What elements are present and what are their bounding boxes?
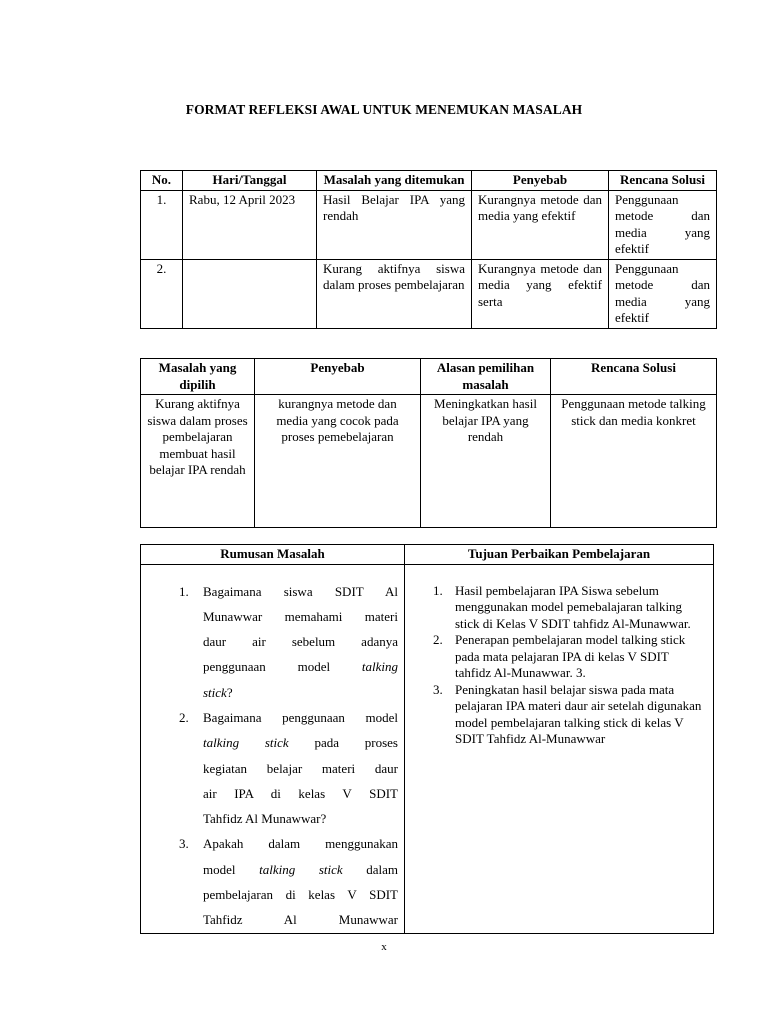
page-number: x <box>381 941 387 953</box>
list-text: Peningkatan hasil belajar siswa pada mata pelajaran IPA materi daur air setelah digunakan model pembelajaran talking stick di kelas V SDIT Tahfidz Al-Munawwar <box>455 681 702 746</box>
list-line: Bagaimana siswa SDIT Al <box>203 583 398 599</box>
objectives-list <box>433 583 703 748</box>
list-number: 1. <box>433 582 443 598</box>
col-header-reason: Alasan pemilihan masalah <box>421 359 551 395</box>
list-line: model talking stick dalam <box>203 861 399 877</box>
table-row <box>141 190 717 259</box>
table-header-row <box>141 545 714 565</box>
cell-problem: Hasil Belajar IPA yang rendah <box>317 190 472 259</box>
col-header-date: Hari/Tanggal <box>183 171 317 191</box>
list-line: stick? <box>203 684 233 700</box>
col-header-objectives: Tujuan Perbaikan Pembelajaran <box>405 545 714 565</box>
col-header-cause: Penyebab <box>255 359 421 395</box>
list-item <box>433 632 703 682</box>
list-line: daur air sebelum adanya <box>203 634 398 650</box>
cell-no: 2. <box>141 259 183 328</box>
list-text: Hasil pembelajaran IPA Siswa sebelum menggunakan model pemebalajaran talking stick di Kelas V SDIT tahfidz Al-Munawwar. <box>455 582 691 631</box>
list-line: Apakah dalam menggunakan <box>203 836 398 852</box>
list-text: Penerapan pembelajaran model talking stick pada mata pelajaran IPA di kelas V SDIT tahfidz Al-Munawwar. 3. <box>455 632 686 680</box>
cell-solution: Penggunaan metode dan media yang efektif <box>609 259 717 328</box>
problem-findings-table <box>140 170 717 329</box>
list-item <box>433 583 703 633</box>
table-row <box>141 259 717 328</box>
list-line: Tahfidz Al Munawwar? <box>203 811 327 827</box>
col-header-solution: Rencana Solusi <box>551 359 717 395</box>
col-header-formulation: Rumusan Masalah <box>141 545 405 565</box>
list-item <box>433 682 703 748</box>
table-header-row <box>141 171 717 191</box>
table-row <box>141 564 714 933</box>
list-item <box>179 831 398 932</box>
problem-formulation-table <box>140 544 714 934</box>
list-line: Tahfidz Al Munawwar <box>203 912 398 928</box>
col-header-no: No. <box>141 171 183 191</box>
cell-cause: Kurangnya metode dan media yang efektif serta <box>472 259 609 328</box>
cell-solution: Penggunaan metode dan media yang efektif <box>609 190 717 259</box>
list-number: 3. <box>179 836 189 852</box>
cell-selected-problem: Kurang aktifnya siswa dalam proses pembelajaran membuat hasil belajar IPA rendah <box>141 395 255 528</box>
list-number: 2. <box>433 632 443 647</box>
cell-solution: Penggunaan metode talking stick dan media konkret <box>551 395 717 528</box>
list-number: 3. <box>433 681 443 697</box>
cell-cause: Kurangnya metode dan media yang efektif <box>472 190 609 259</box>
cell-no: 1. <box>141 190 183 259</box>
page-title: FORMAT REFLEKSI AWAL UNTUK MENEMUKAN MASALAH <box>185 102 583 117</box>
cell-cause: kurangnya metode dan media yang cocok pada proses pemebelajaran <box>255 395 421 528</box>
list-line: kegiatan belajar materi daur <box>203 760 398 776</box>
col-header-solution: Rencana Solusi <box>609 171 717 191</box>
list-number: 2. <box>179 709 189 725</box>
formulation-list <box>179 579 398 933</box>
col-header-problem: Masalah yang ditemukan <box>317 171 472 191</box>
list-line: Munawwar memahami materi <box>203 608 398 624</box>
list-number: 1. <box>179 583 189 599</box>
list-line: penggunaan model talking <box>203 659 398 675</box>
table-header-row <box>141 359 717 395</box>
cell-reason: Meningkatkan hasil belajar IPA yang rendah <box>421 395 551 528</box>
col-header-cause: Penyebab <box>472 171 609 191</box>
cell-date: Rabu, 12 April 2023 <box>183 190 317 259</box>
col-header-selected-problem: Masalah yang dipilih <box>141 359 255 395</box>
cell-formulation-list <box>141 564 405 933</box>
table-row <box>141 395 717 528</box>
list-line: pembelajaran di kelas V SDIT <box>203 887 398 903</box>
cell-problem: Kurang aktifnya siswa dalam proses pembelajaran <box>317 259 472 328</box>
cell-objectives-list <box>405 564 714 933</box>
list-item <box>179 579 398 705</box>
selected-problem-table <box>140 358 717 528</box>
list-line: air IPA di kelas V SDIT <box>203 785 398 801</box>
list-line: talking stick pada proses <box>203 735 398 751</box>
list-item <box>179 705 398 831</box>
list-line: Bagaimana penggunaan model <box>203 709 398 725</box>
cell-date <box>183 259 317 328</box>
